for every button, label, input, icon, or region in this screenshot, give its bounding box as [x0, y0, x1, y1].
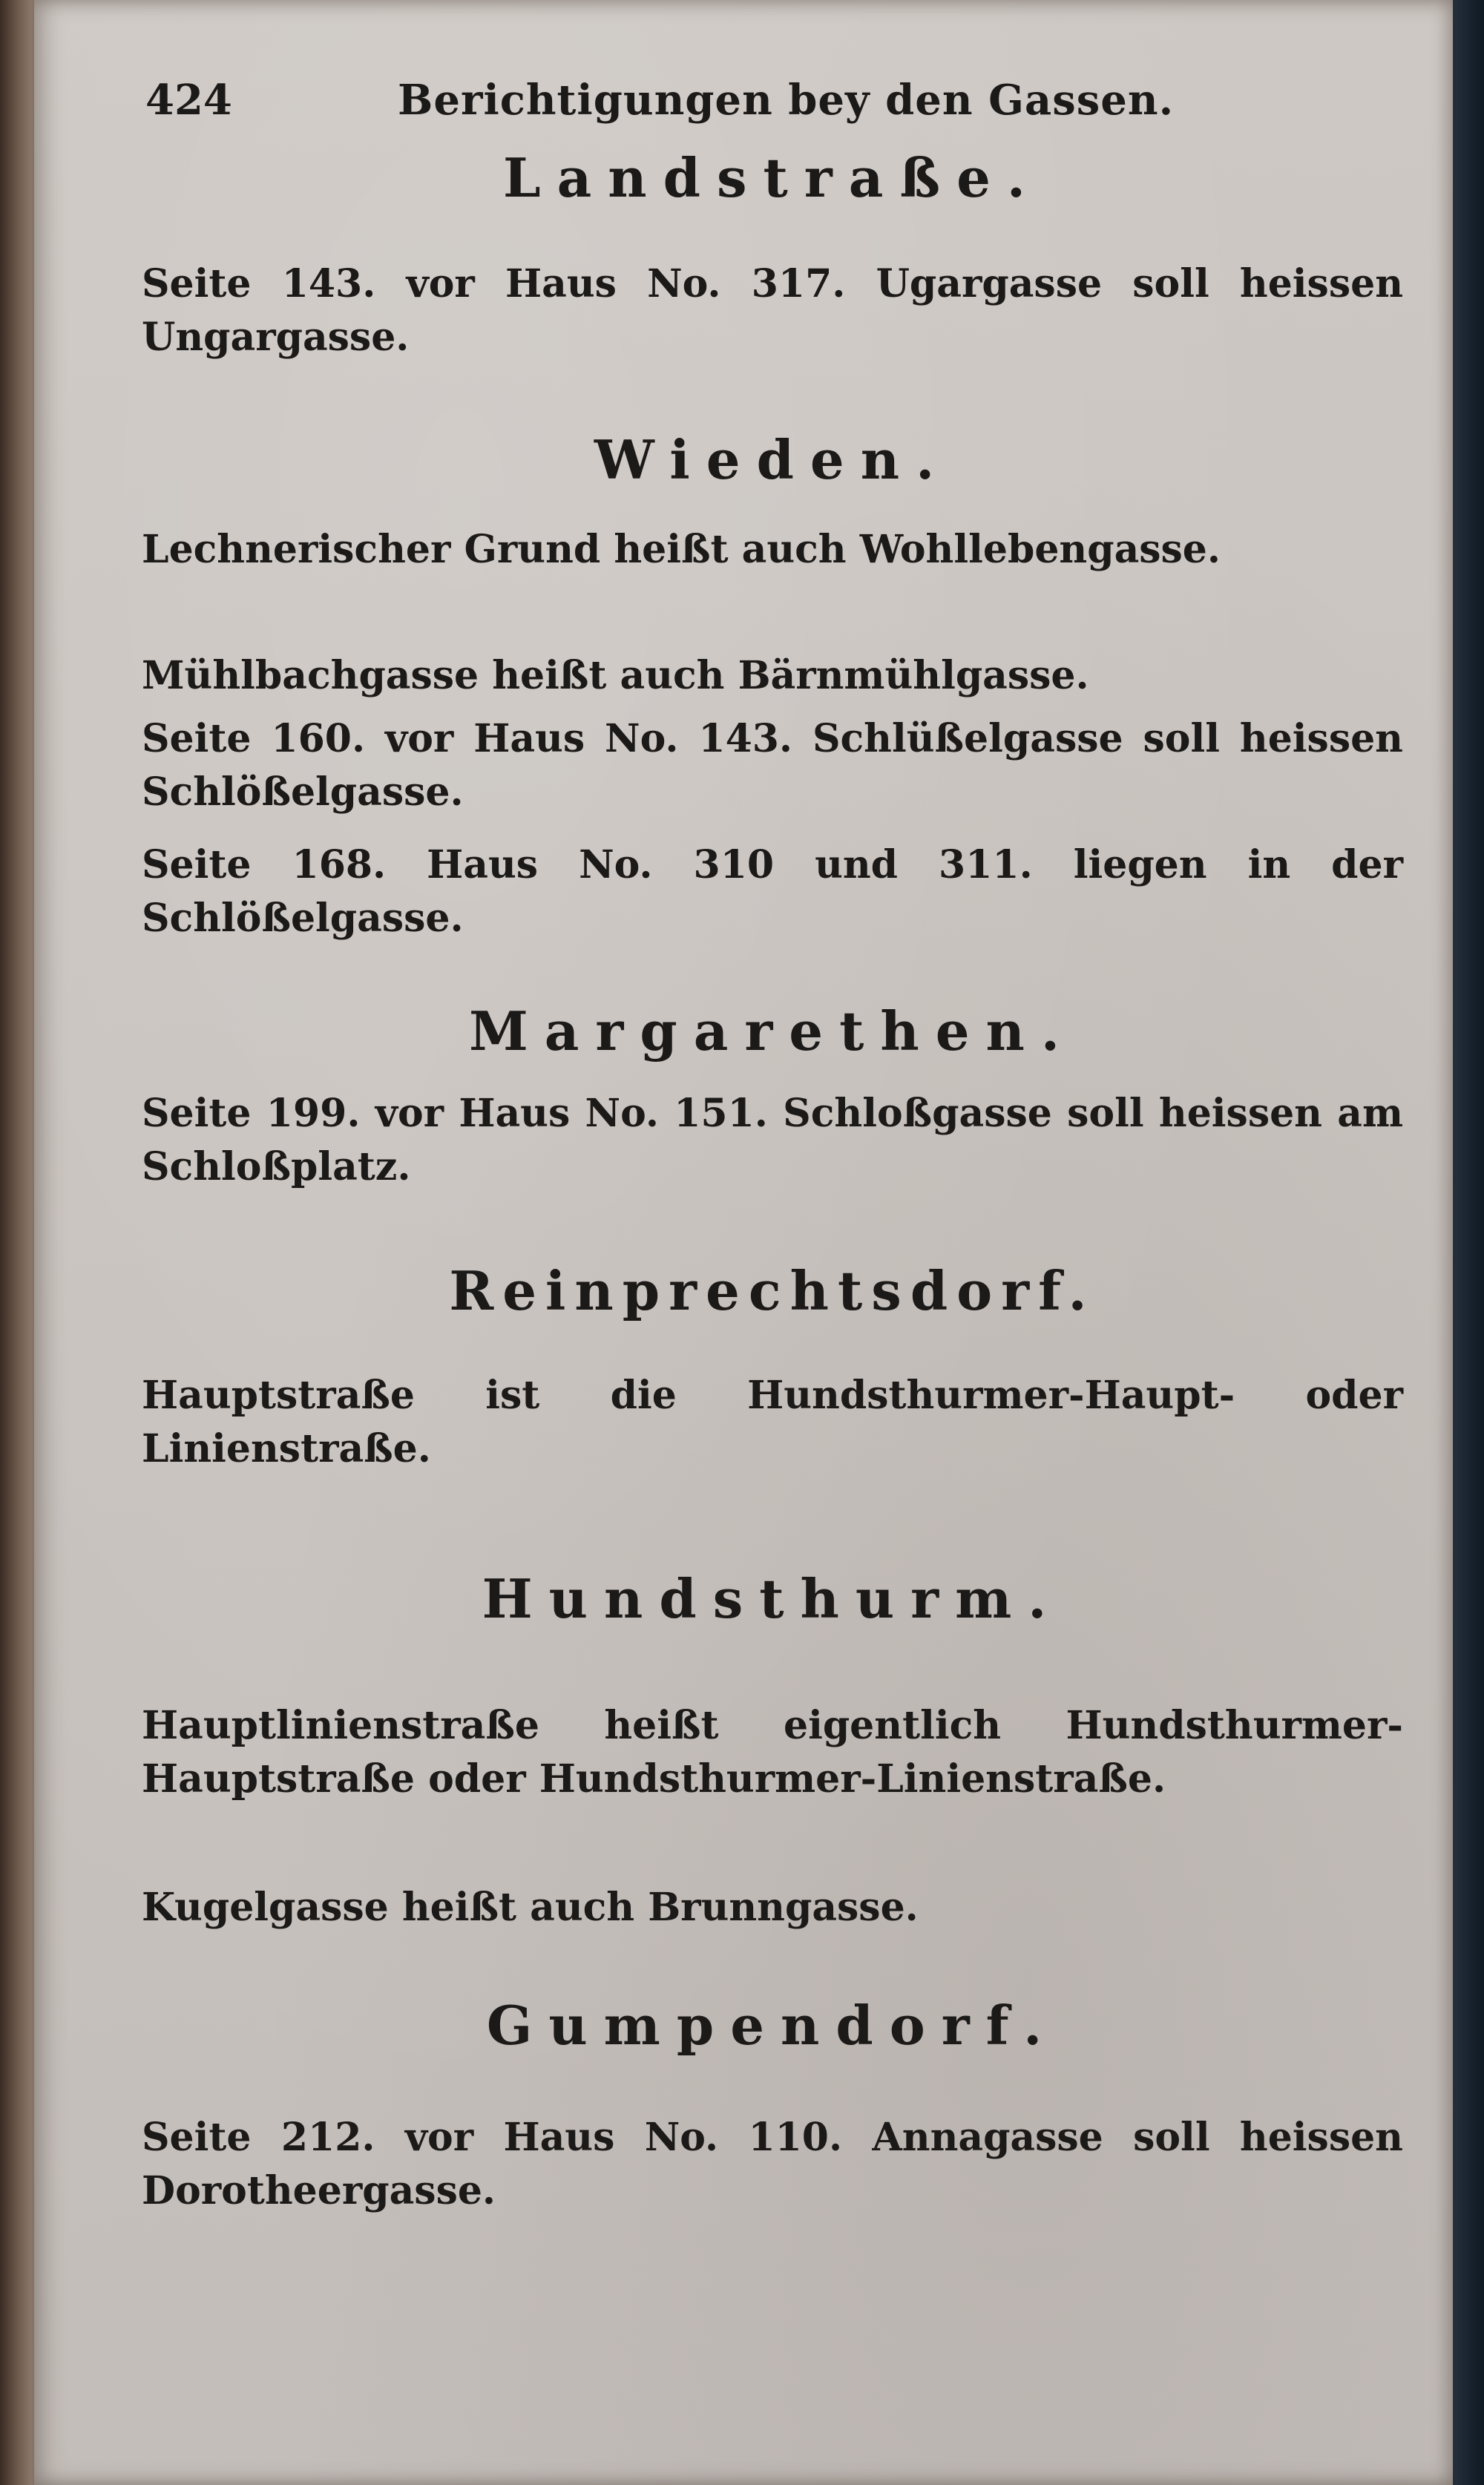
section-title: Landstraße.: [503, 146, 1042, 209]
entry: Seite 160. vor Haus No. 143. Schlüßelgasse soll heissen Schlößelgasse.: [142, 716, 1403, 815]
entry: Mühlbachgasse heißt auch Bärnmühlgasse.: [142, 653, 1089, 698]
entry: Kugelgasse heißt auch Brunngasse.: [142, 1885, 919, 1930]
entry: Seite 212. vor Haus No. 110. Annagasse soll heissen Dorotheergasse.: [142, 2115, 1403, 2213]
entry: Hauptstraße ist die Hundsthurmer-Haupt- oder Linienstraße.: [142, 1373, 1403, 1471]
book-page: [34, 0, 1453, 2485]
entry: Seite 199. vor Haus No. 151. Schloßgasse soll heissen am Schloßplatz.: [142, 1091, 1403, 1189]
section-title: Gumpendorf.: [486, 1994, 1059, 2057]
running-head: Berichtigungen bey den Gassen.: [398, 76, 1175, 125]
page-number: 424: [145, 76, 232, 125]
section-title: Margarethen.: [469, 999, 1076, 1063]
entry: Hauptlinienstraße heißt eigentlich Hundsthurmer-Hauptstraße oder Hundsthurmer-Linienstraße.: [142, 1703, 1403, 1802]
section-title: Wieden.: [594, 428, 951, 491]
page-header: [145, 70, 1407, 130]
section-title: Reinprechtsdorf.: [449, 1259, 1096, 1322]
entry: Seite 168. Haus No. 310 und 311. liegen in der Schlößelgasse.: [142, 842, 1403, 941]
section-title: Hundsthurm.: [482, 1567, 1063, 1630]
entry: Seite 143. vor Haus No. 317. Ugargasse soll heissen Ungargasse.: [142, 261, 1403, 360]
background-edge: [1453, 0, 1484, 2485]
entry: Lechnerischer Grund heißt auch Wohllebengasse.: [142, 527, 1221, 572]
